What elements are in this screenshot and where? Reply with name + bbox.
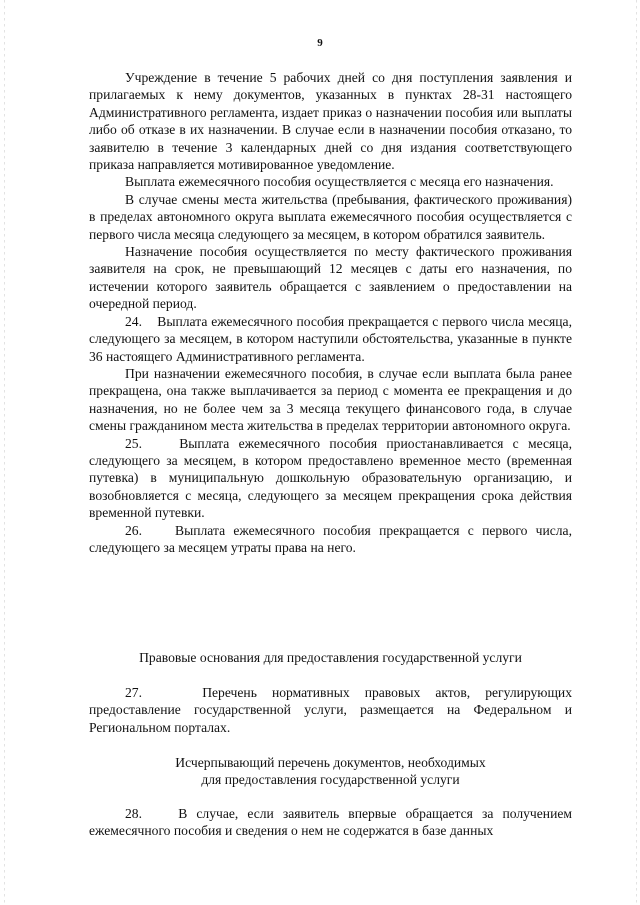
- left-scan-edge: [4, 0, 5, 905]
- heading-documents-line1: Исчерпывающий перечень документов, необходимых: [175, 755, 486, 770]
- paragraph-payment-start: Выплата ежемесячного пособия осуществляется с месяца его назначения.: [125, 174, 554, 190]
- paragraph-assignment-period: Назначение пособия осуществляется по месту фактического проживания заявителя на срок, не превышающий 12 месяцев с даты его назначения, по истечении которого заявитель обращается с заявлением о предоставлении на очередной период.: [89, 244, 572, 312]
- paragraph-resumed-payment: При назначении ежемесячного пособия, в случае если выплата была ранее прекращена, она также выплачивается за период с момента ее прекращения и до назначения, но не более чем за 3 месяца текущего финансового года, в случае смены гражданином места жительства в пределах территории автономного округа.: [89, 365, 572, 434]
- section-payment-terms: [89, 69, 572, 556]
- heading-legal-grounds-text: Правовые основания для предоставления государственной услуги: [139, 650, 522, 665]
- paragraph-26: 26. Выплата ежемесячного пособия прекращается с первого числа, следующего за месяцем утраты права на него.: [89, 522, 572, 555]
- section-documents: [89, 805, 572, 840]
- heading-documents-list: [89, 754, 572, 789]
- section-legal-acts: [89, 684, 572, 736]
- heading-legal-grounds: [89, 649, 572, 666]
- paragraph-24: 24. Выплата ежемесячного пособия прекращается с первого числа месяца, следующего за месяцем, в котором наступили обстоятельства, указанные в пункте 36 настоящего Административного регламента.: [89, 313, 572, 364]
- heading-documents-line2: для предоставления государственной услуги: [201, 772, 460, 788]
- paragraph-27: 27. Перечень нормативных правовых актов, регулирующих предоставление государственной услуги, размещается на Федеральном и Региональном порталах.: [89, 685, 572, 735]
- paragraph-25: 25. Выплата ежемесячного пособия приостанавливается с месяца, следующего за месяцем, в котором предоставлено временное место (временная путевка) в муниципальную дошкольную образовательную организацию, и возобновляется с месяца, следующего за месяцем прекращения срока действия временной путевки.: [89, 435, 572, 521]
- right-scan-edge: [636, 0, 637, 905]
- paragraph-28: 28. В случае, если заявитель впервые обращается за получением ежемесячного пособия и сведения о нем не содержатся в базе данных: [89, 806, 572, 839]
- paragraph-decision: Учреждение в течение 5 рабочих дней со дня поступления заявления и прилагаемых к нему документов, указанных в пунктах 28-31 настоящего Административного регламента, издает приказ о назначении пособия или выплаты либо об отказе в их назначении. В случае если в назначении пособия отказано, то заявителю в течение 3 календарных дней со дня издания соответствующего приказа направляется мотивированное уведомление.: [89, 70, 572, 173]
- paragraph-residence-change: В случае смены места жительства (пребывания, фактического проживания) в пределах автономного округа выплата ежемесячного пособия осуществляется с первого числа месяца следующего за месяцем, в котором обратился заявитель.: [89, 191, 572, 242]
- page-number: 9: [317, 37, 323, 49]
